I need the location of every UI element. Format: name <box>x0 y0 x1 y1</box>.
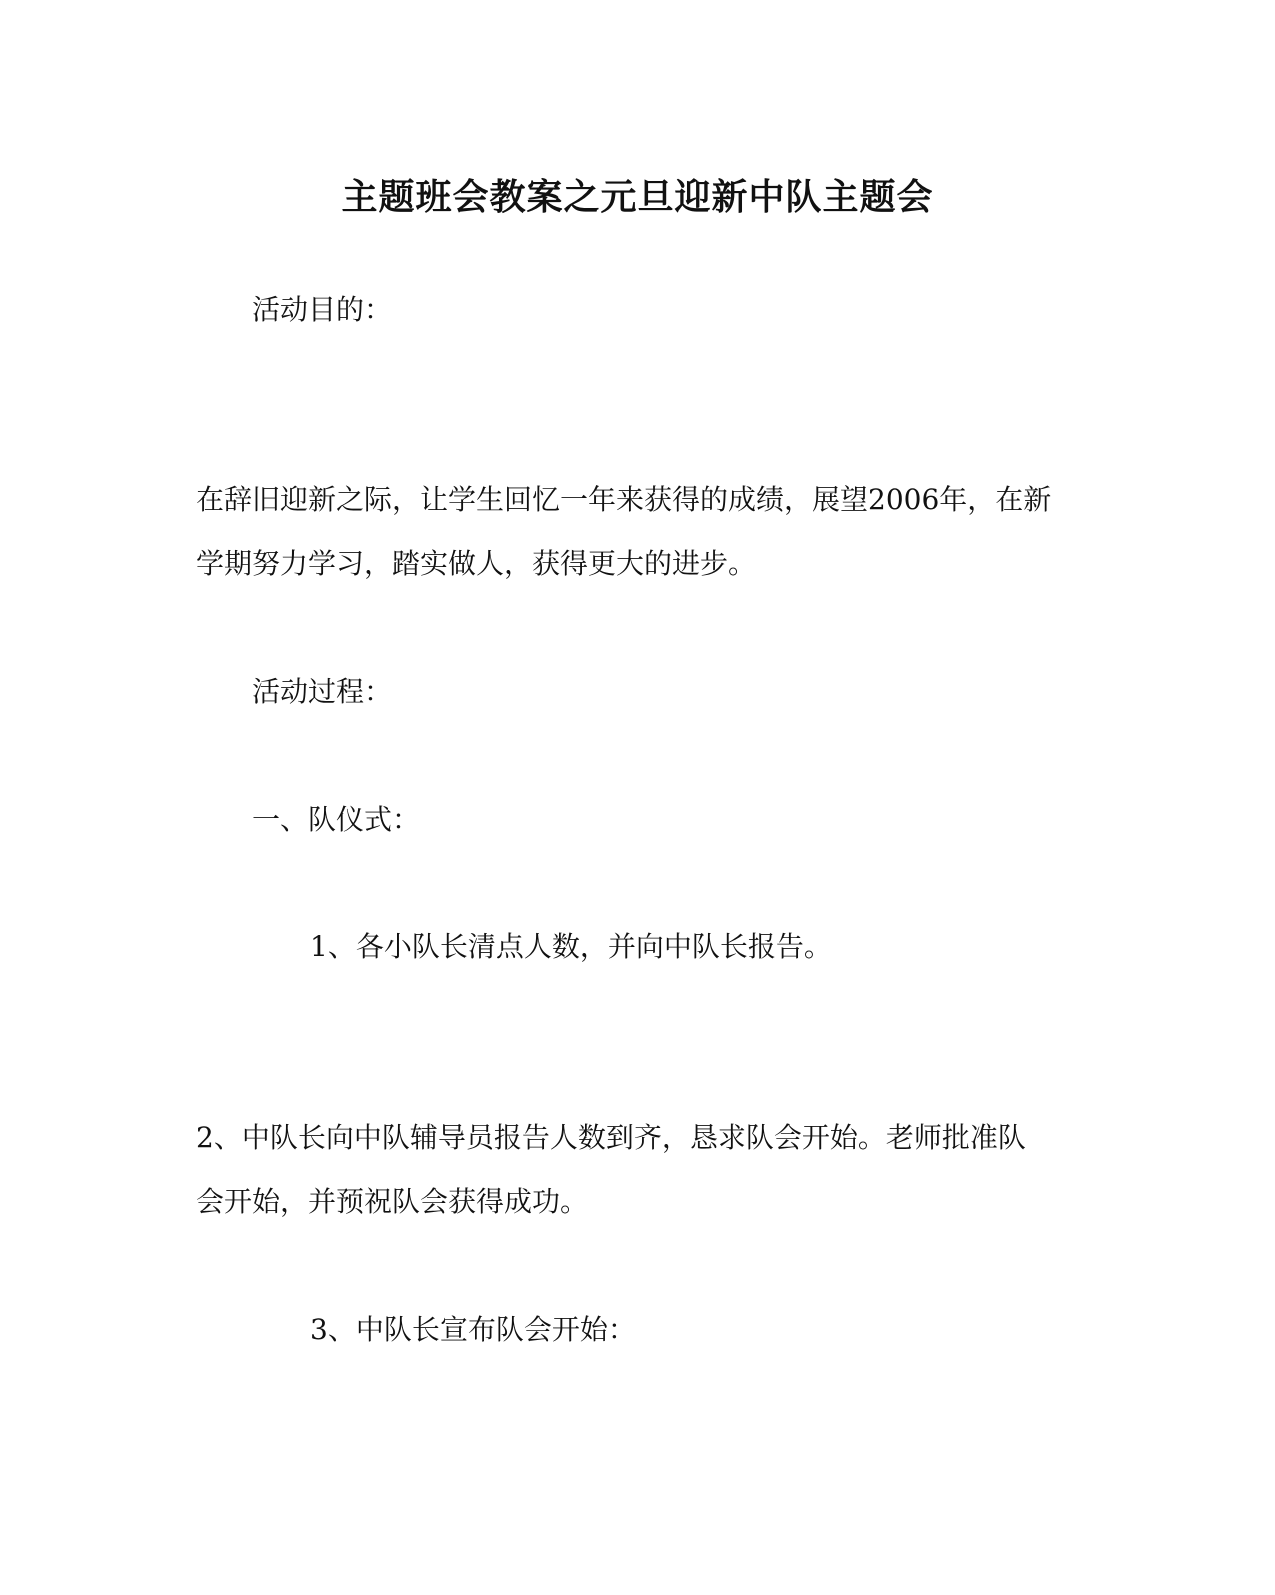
list-item-1: 1、各小队长清点人数，并向中队长报告。 <box>310 930 832 963</box>
document-title: 主题班会教案之元旦迎新中队主题会 <box>341 176 934 218</box>
paragraph-purpose-line-1: 在辞旧迎新之际，让学生回忆一年来获得的成绩，展望2006年，在新 <box>196 483 1052 516</box>
section-heading-purpose: 活动目的： <box>252 293 393 326</box>
list-item-2-line-2: 会开始，并预祝队会获得成功。 <box>196 1185 589 1218</box>
section-heading-process: 活动过程： <box>252 675 393 708</box>
list-item-2-line-1: 2、中队长向中队辅导员报告人数到齐，恳求队会开始。老师批准队 <box>196 1121 1026 1154</box>
section-heading-ceremony: 一、队仪式： <box>252 803 421 836</box>
paragraph-purpose-line-2: 学期努力学习，踏实做人，获得更大的进步。 <box>196 547 757 580</box>
list-item-3: 3、中队长宣布队会开始： <box>310 1313 636 1346</box>
